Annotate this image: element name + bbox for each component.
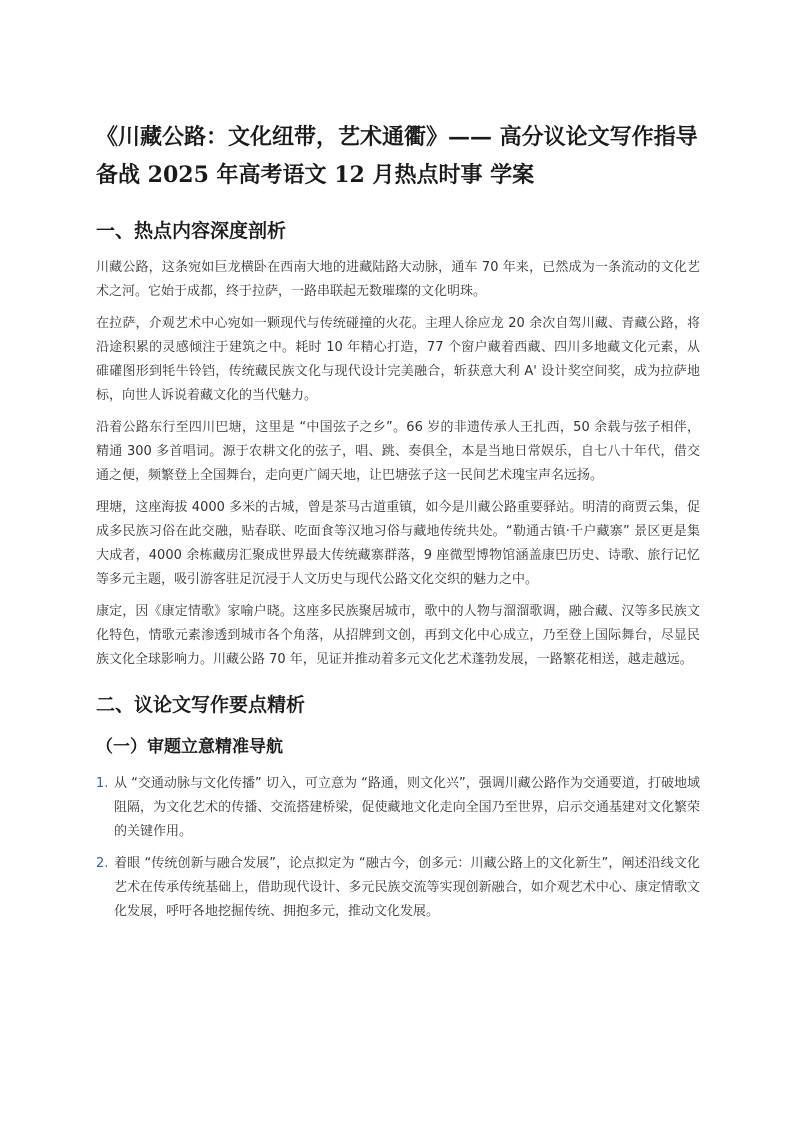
paragraph: 在拉萨，介观艺术中心宛如一颗现代与传统碰撞的火花。主理人徐应龙 20 余次自驾川藏、青藏公路，将沿途积累的灵感倾注于建筑之中。耗时 10 年精心打造，77 个窗户藏着西藏、四川多地藏文化元素，从碓礶图形到牦牛铃铛，传统藏民族文化与现代设计完美融合，斩获意大利 A' 设计奖空间奖，成为拉萨地标，向世人诉说着藏文化的当代魅力。 xyxy=(96,316,700,403)
paragraph: 沿着公路东行至四川巴塘，这里是 “中国弦子之乡”。66 岁的非遗传承人王扎西，50 余载与弦子相伴，精通 300 多首唱词。源于农耕文化的弦子，唱、跳、奏俱全，本是当地日常娱乐，自七八十年代，借交通之便，频繁登上全国舞台，走向更广阔天地，让巴塘弦子这一民间艺术瑰宝声名远扬。 xyxy=(96,420,700,483)
document-title: 《川藏公路：文化纽带，艺术通衢》—— 高分议论文写作指导备战 2025 年高考语文 12 月热点时事 学案 xyxy=(96,124,698,188)
list-item-text: 着眼 “传统创新与融合发展”，论点拟定为 “融古今，创多元：川藏公路上的文化新生”，阐述沿线文化艺术在传承传统基础上，借助现代设计、多元民族交流等实现创新融合，如介观艺术中心、康定情歌文化发展，呼吁各地挖掘传统、拥抱多元，推动文化发展。 xyxy=(114,856,700,919)
subsection-heading: （一）审题立意精准导航 xyxy=(96,737,283,757)
paragraph: 川藏公路，这条宛如巨龙横卧在西南大地的进藏陆路大动脉，通车 70 年来，已然成为一条流动的文化艺术之河。它始于成都，终于拉萨，一路串联起无数璀璨的文化明珠。 xyxy=(96,260,700,299)
list-item-number: 2. xyxy=(96,856,109,871)
section-heading-1: 一、热点内容深度剖析 xyxy=(96,220,287,242)
section-heading-2: 二、议论文写作要点精析 xyxy=(96,694,306,716)
document-page xyxy=(96,118,700,932)
list-item xyxy=(96,852,700,924)
list-item-number: 1. xyxy=(96,776,109,791)
list-item-text: 从 “交通动脉与文化传播” 切入，可立意为 “路通，则文化兴”，强调川藏公路作为交通要道，打破地域阻隔，为文化艺术的传播、交流搭建桥梁，促使藏地文化走向全国乃至世界，启示交通基建对文化繁荣的关键作用。 xyxy=(114,776,700,839)
list-item xyxy=(96,772,700,844)
paragraph: 康定，因《康定情歌》家喻户晓。这座多民族聚居城市，歌中的人物与溜溜歌调，融合藏、汉等多民族文化特色，情歌元素渗透到城市各个角落，从招牌到文创，再到文化中心成立，乃至登上国际舞台，尽显民族文化全球影响力。川藏公路 70 年，见证并推动着多元文化艺术蓬勃发展，一路繁花相送，越走越远。 xyxy=(96,604,700,667)
numbered-list xyxy=(96,772,700,924)
paragraph: 理塘，这座海拔 4000 多米的古城，曾是茶马古道重镇，如今是川藏公路重要驿站。明清的商贾云集，促成多民族习俗在此交融，贴春联、吃面食等汉地习俗与藏地传统共处。“勒通古镇·千户藏寨” 景区更是集大成者，4000 余栋藏房汇聚成世界最大传统藏寨群落，9 座微型博物馆涵盖康巴历史、诗歌、旅行记忆等多元主题，吸引游客驻足沉浸于人文历史与现代公路文化交织的魅力之中。 xyxy=(96,500,700,587)
